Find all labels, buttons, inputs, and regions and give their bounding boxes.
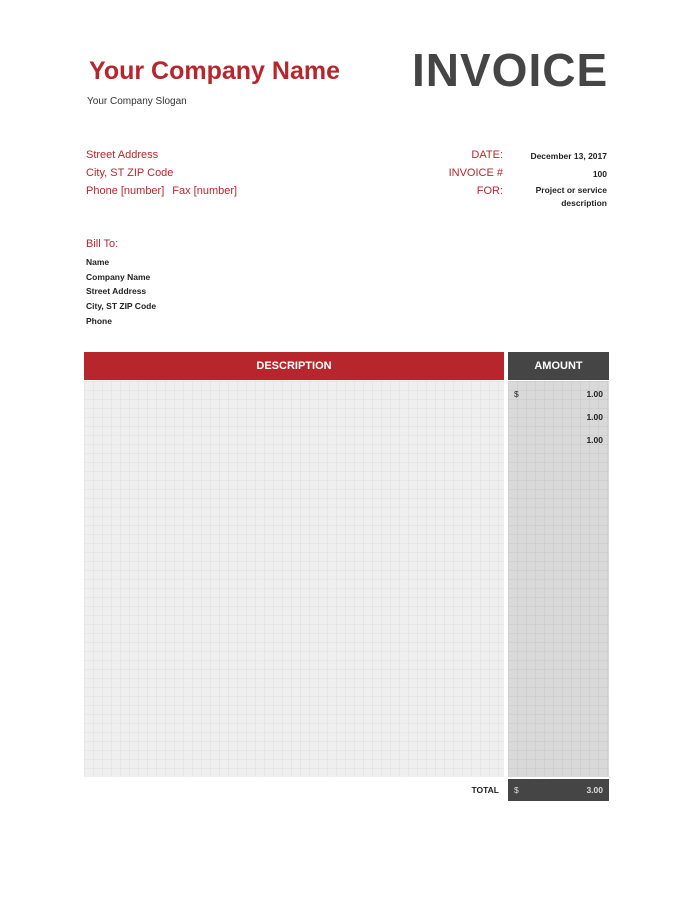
invoice-number-label: INVOICE # [448, 167, 503, 179]
date-value: December 13, 2017 [530, 151, 607, 161]
company-phone: Phone [number] [86, 185, 165, 197]
for-label: FOR: [476, 185, 503, 197]
company-fax: Fax [number] [172, 185, 238, 197]
company-street-address: Street Address [86, 149, 159, 161]
bill-to-phone: Phone [86, 316, 112, 326]
description-header: DESCRIPTION [84, 352, 504, 380]
bill-to-city-line: City, ST ZIP Code [86, 301, 157, 311]
description-column[interactable] [84, 381, 504, 777]
company-slogan: Your Company Slogan [87, 96, 187, 107]
company-phone-fax [86, 184, 237, 198]
company-name: Your Company Name [89, 57, 340, 85]
currency-symbol: $ [514, 389, 519, 399]
invoice-number-value: 100 [592, 169, 607, 179]
for-value: Project or service description [535, 185, 607, 208]
total-label: TOTAL [471, 785, 499, 795]
total-currency-symbol: $ [514, 785, 519, 795]
bill-to-street: Street Address [86, 286, 147, 296]
total-value: 3.00 [586, 785, 603, 795]
amount-header: AMOUNT [508, 352, 609, 380]
date-label: DATE: [471, 149, 503, 161]
invoice-title: INVOICE [412, 44, 609, 96]
bill-to-company: Company Name [86, 272, 151, 282]
amount-cell[interactable]: 1.00 [586, 435, 603, 445]
amount-cell[interactable]: 1.00 [586, 412, 603, 422]
bill-to-name: Name [86, 257, 110, 267]
company-city-line: City, ST ZIP Code [86, 167, 174, 179]
amount-cell[interactable]: 1.00 [586, 389, 603, 399]
bill-to-label: Bill To: [86, 238, 119, 250]
